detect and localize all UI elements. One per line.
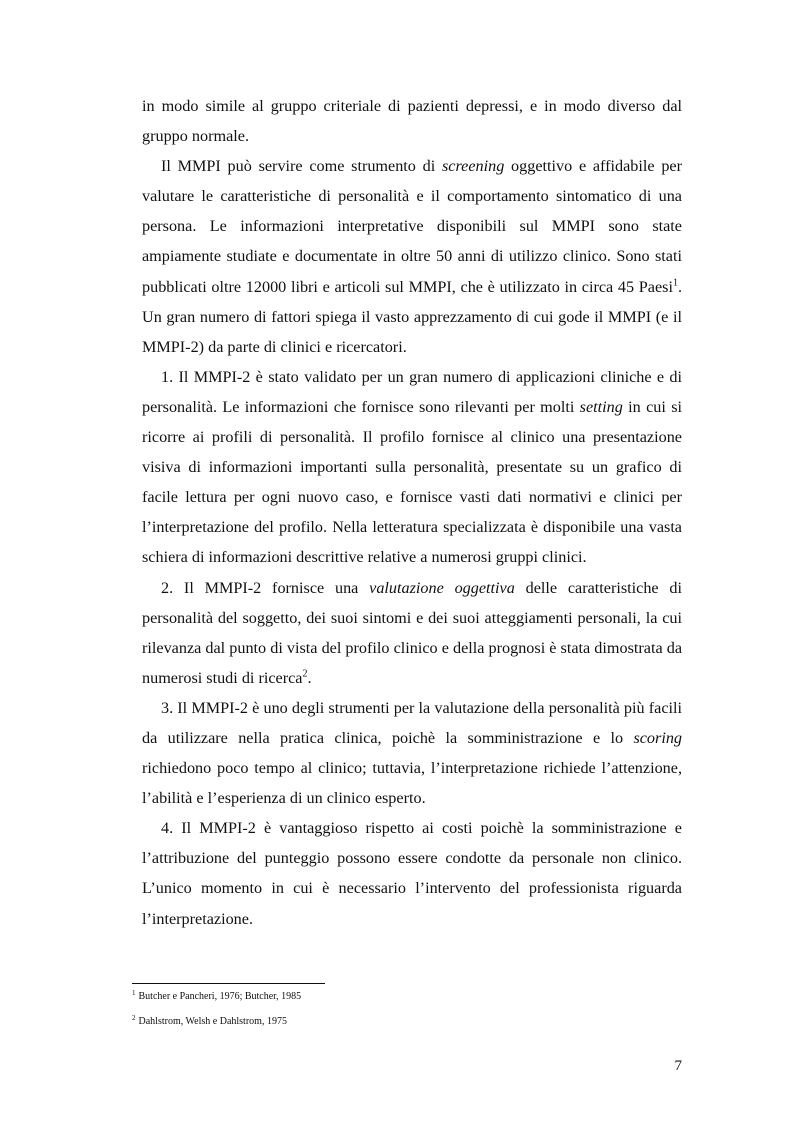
text-run: delle caratteristiche di personalità del soggetto, dei suoi sintomi e dei suoi atteggiamenti personali, la cui rilevanza dal punto di vista del profilo clinico e della prognosi è stata dimostrata da numerosi studi di ricerca xyxy=(142,578,682,687)
body-text xyxy=(142,91,682,934)
footnote-reference: 2 xyxy=(302,668,308,680)
list-item-2 xyxy=(142,573,682,693)
footnote-1-mark: 1 xyxy=(132,988,136,997)
text-run: in modo simile al gruppo criteriale di pazienti depressi, e in modo diverso dal gruppo normale. xyxy=(142,97,682,146)
paragraph-mmpi-intro xyxy=(142,151,682,362)
text-run: Il MMPI può servire come strumento di xyxy=(161,157,442,176)
text-run: . xyxy=(307,668,312,687)
text-run: 4. Il MMPI-2 è vantaggioso rispetto ai costi poichè la somministrazione e l’attribuzione del punteggio possono essere condotte da personale non clinico. L’unico momento in cui è necessario l’intervento del professionista riguarda l’interpretazione. xyxy=(142,819,682,928)
paragraph-continuation xyxy=(142,91,682,151)
list-item-4 xyxy=(142,813,682,933)
text-run: oggettivo e affidabile per valutare le caratteristiche di personalità e il comportamento sintomatico di una persona. Le informazioni interpretative disponibili sul MMPI sono state ampiamente studiate e documentate in oltre 50 anni di utilizzo clinico. Sono stati pubblicati oltre 12000 libri e articoli sul MMPI, che è utilizzato in circa 45 Paesi xyxy=(142,157,682,296)
footnote-separator xyxy=(132,983,325,984)
footnote-reference: 1 xyxy=(672,277,678,289)
footnote-2-mark: 2 xyxy=(132,1013,136,1022)
text-run: 3. Il MMPI-2 è uno degli strumenti per la valutazione della personalità più facili da utilizzare nella pratica clinica, poichè la somministrazione e lo xyxy=(142,698,682,747)
footnote-2 xyxy=(132,1013,287,1028)
text-run: 2. Il MMPI-2 fornisce una xyxy=(161,578,370,597)
text-run: in cui si ricorre ai profili di personalità. Il profilo fornisce al clinico una presentazione visiva di informazioni importanti sulla personalità, presentate su un grafico di facile lettura per ogni nuovo caso, e fornisce vasti dati normativi e clinici per l’interpretazione del profilo. Nella letteratura specializzata è disponibile una vasta schiera di informazioni descrittive relative a numerosi gruppi clinici. xyxy=(142,397,682,567)
text-run: richiedono poco tempo al clinico; tuttavia, l’interpretazione richiede l’attenzione, l’abilità e l’esperienza di un clinico esperto. xyxy=(142,759,682,808)
italic-term: screening xyxy=(441,157,505,176)
list-item-1 xyxy=(142,362,682,573)
footnote-1 xyxy=(132,988,302,1003)
italic-term: scoring xyxy=(633,728,682,747)
text-run: . Un gran numero di fattori spiega il vasto apprezzamento di cui gode il MMPI (e il MMPI-2) da parte di clinici e ricercatori. xyxy=(142,277,682,356)
footnote-1-text: Butcher e Pancheri, 1976; Butcher, 1985 xyxy=(138,991,302,1002)
footnote-2-text: Dahlstrom, Welsh e Dahlstrom, 1975 xyxy=(138,1016,287,1027)
list-item-3 xyxy=(142,693,682,813)
text-run: 1. Il MMPI-2 è stato validato per un gran numero di applicazioni cliniche e di personalità. Le informazioni che fornisce sono rilevanti per molti xyxy=(142,367,682,416)
page-number: 7 xyxy=(674,1058,682,1074)
italic-term: valutazione oggettiva xyxy=(369,578,515,597)
italic-term: setting xyxy=(579,397,623,416)
